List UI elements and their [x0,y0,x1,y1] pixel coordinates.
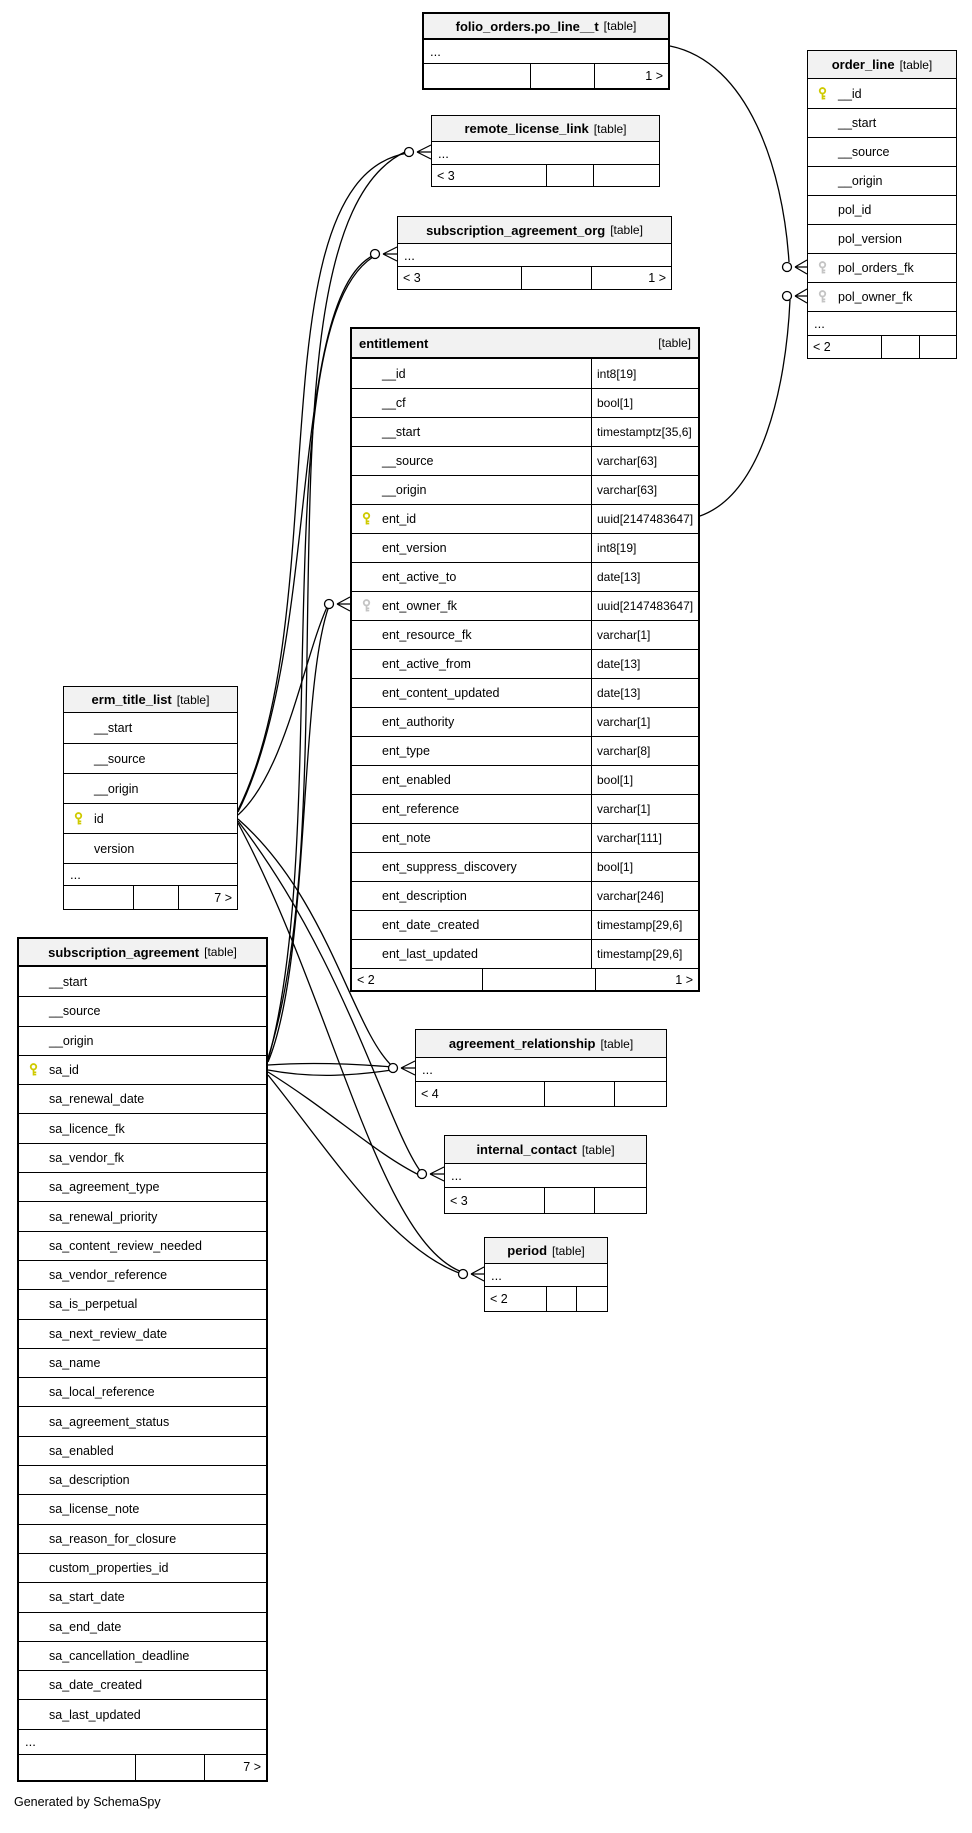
column-name: ent_date_created [382,918,480,932]
column-name: sa_renewal_priority [49,1209,158,1224]
column-name: pol_version [838,232,902,246]
table-subscription-agreement [17,937,268,1782]
table-header-period[interactable] [485,1238,607,1264]
column-name: sa_next_review_date [49,1326,168,1341]
column-row-sa_last_updated [19,1699,266,1728]
table-degree-footer [352,968,698,990]
column-type: varchar[63] [591,476,698,504]
column-type: varchar[63] [591,447,698,475]
column-row-__origin [352,475,698,504]
column-name: version [94,841,135,856]
column-row-sa_enabled [19,1436,266,1465]
column-row-version [64,833,237,863]
table-tag: [table] [176,692,210,707]
table-degree-footer [424,63,668,88]
column-row-ent_version [352,533,698,562]
table-tag: [table] [204,945,237,959]
column-name: ent_owner_fk [382,599,458,613]
table-header-subscription-agreement-org[interactable] [398,217,671,244]
table-header-order-line[interactable] [808,51,956,79]
column-name: pol_owner_fk [838,290,913,304]
degree-parents [614,1082,666,1106]
column-row-__start [352,417,698,446]
column-row-sa_description [19,1465,266,1494]
column-row-sa_date_created [19,1670,266,1699]
table-header-agreement-relationship[interactable] [416,1030,666,1058]
relationship-edge [700,300,790,516]
primary-key-icon [361,512,372,527]
column-name: sa_agreement_type [49,1180,160,1195]
column-name: __start [94,721,133,735]
column-row-sa_end_date [19,1612,266,1641]
column-type: varchar[111] [591,824,698,852]
column-name: sa_last_updated [49,1707,141,1722]
column-name: __start [49,974,88,989]
column-row-pol_id [808,195,956,224]
column-row-pol_version [808,224,956,253]
collapsed-columns-ellipsis: ... [19,1729,266,1754]
table-internal-contact [444,1135,647,1214]
table-header-folio-orders-po-line-t[interactable] [424,14,668,40]
table-degree-footer [19,1754,266,1780]
column-row-__start [64,713,237,743]
table-folio-orders-po-line-t [422,12,670,90]
degree-parents [919,336,956,358]
degree-parents [594,1188,646,1213]
column-row-sa_vendor_fk [19,1143,266,1172]
column-row-sa_renewal_priority [19,1201,266,1230]
column-name: ent_active_to [382,570,457,584]
column-name: ent_note [382,831,431,845]
collapsed-columns-ellipsis: ... [438,145,449,161]
column-name: ent_authority [382,715,455,729]
column-row-ent_type [352,736,698,765]
column-name: __origin [838,174,883,188]
degree-children [424,64,530,88]
crowfoot-connector [459,1267,485,1281]
degree-middle [133,886,178,909]
table-title: internal_contact [476,1142,577,1157]
degree-parents: 1 > [594,64,668,88]
column-name: sa_is_perpetual [49,1297,138,1312]
table-tag: [table] [600,1036,634,1051]
column-name: sa_date_created [49,1678,143,1693]
crowfoot-connector [325,597,351,611]
column-name: __id [382,366,406,381]
column-type: bool[1] [591,389,698,417]
column-row-sa_vendor_reference [19,1260,266,1289]
column-row-__source [19,996,266,1025]
collapsed-columns-ellipsis: ... [451,1168,462,1183]
column-name: __origin [94,781,139,796]
column-row-ent_owner_fk [352,591,698,620]
table-period [484,1237,608,1312]
column-name: ent_suppress_discovery [382,860,517,874]
column-row-__source [352,446,698,475]
degree-children: < 2 [357,972,375,987]
table-tag: [table] [593,121,627,136]
column-type: varchar[1] [591,795,698,823]
column-name: id [94,811,104,826]
foreign-key-icon [361,599,372,614]
column-name: sa_name [49,1356,101,1370]
column-row-sa_name [19,1348,266,1377]
relationship-edge [268,1064,392,1067]
table-remote-license-link [431,115,660,187]
column-row-sa_local_reference [19,1377,266,1406]
column-row-__source [808,137,956,166]
column-row-ent_resource_fk [352,620,698,649]
degree-children [64,886,133,909]
column-row-__start [19,967,266,996]
column-name: sa_local_reference [49,1385,155,1400]
column-name: sa_end_date [49,1619,122,1634]
column-name: sa_id [49,1063,79,1078]
table-tag: [table] [610,223,643,237]
primary-key-icon [817,86,828,101]
table-degree-footer [808,335,956,358]
column-name: sa_reason_for_closure [49,1531,177,1546]
column-type: date[13] [591,650,698,678]
degree-parents: 7 > [178,886,237,909]
relationship-edge [670,46,789,262]
column-type: uuid[2147483647] [591,592,698,620]
column-row-__start [808,108,956,137]
column-name: sa_cancellation_deadline [49,1648,190,1663]
column-type: bool[1] [591,766,698,794]
column-type: varchar[246] [591,882,698,910]
degree-middle [881,336,919,358]
degree-children: < 4 [421,1087,439,1101]
column-name: sa_renewal_date [49,1092,145,1107]
column-type: timestamp[29,6] [591,940,698,968]
degree-middle [482,969,595,990]
foreign-key-icon [817,290,828,305]
column-row-ent_date_created [352,910,698,939]
column-name: ent_reference [382,802,460,816]
column-name: ent_type [382,744,430,758]
table-degree-footer [416,1081,666,1106]
column-row-ent_content_updated [352,678,698,707]
degree-middle [544,1082,614,1106]
column-type: uuid[2147483647] [591,505,698,533]
column-row-pol_owner_fk [808,282,956,311]
collapsed-columns-ellipsis: ... [404,247,415,263]
degree-middle [530,64,594,88]
foreign-key-icon [817,261,828,276]
column-type: varchar[8] [591,737,698,765]
column-name: ent_last_updated [382,947,478,961]
degree-children [19,1755,135,1780]
generated-by-note: Generated by SchemaSpy [14,1795,161,1809]
column-row-ent_suppress_discovery [352,852,698,881]
degree-parents: 1 > [591,267,671,289]
column-row-sa_next_review_date [19,1319,266,1348]
column-name: sa_content_review_needed [49,1238,202,1253]
table-degree-footer [485,1286,607,1311]
collapsed-columns-ellipsis: ... [422,1062,433,1077]
table-title: entitlement [359,335,429,351]
column-name: ent_content_updated [382,686,500,700]
degree-middle [546,1287,576,1311]
column-row-__id [808,79,956,108]
column-type: varchar[1] [591,708,698,736]
collapsed-columns-ellipsis: ... [808,311,956,335]
degree-children: < 2 [813,340,831,354]
degree-parents [593,165,659,186]
column-name: ent_version [382,541,447,555]
degree-children: < 3 [403,271,421,285]
collapsed-columns-ellipsis: ... [491,1267,502,1283]
degree-children: < 3 [450,1193,468,1208]
collapsed-columns-ellipsis: ... [430,44,441,59]
column-row-sa_agreement_status [19,1406,266,1435]
table-entitlement [350,327,700,992]
column-name: sa_description [49,1473,130,1488]
column-row-ent_active_to [352,562,698,591]
column-type: timestamp[29,6] [591,911,698,939]
column-type: date[13] [591,563,698,591]
column-row-sa_license_note [19,1494,266,1523]
table-agreement-relationship [415,1029,667,1107]
column-row-ent_active_from [352,649,698,678]
column-row-__source [64,743,237,773]
column-type: bool[1] [591,853,698,881]
table-title: period [507,1243,548,1258]
column-name: sa_enabled [49,1443,114,1458]
degree-parents: 1 > [595,969,698,990]
column-type: int8[19] [591,534,698,562]
column-row-ent_note [352,823,698,852]
crowfoot-connector [783,289,808,303]
column-row-ent_reference [352,794,698,823]
column-name: __start [838,116,877,130]
column-name: sa_agreement_status [49,1414,170,1429]
degree-parents: 7 > [204,1755,266,1780]
column-row-sa_content_review_needed [19,1231,266,1260]
table-header-entitlement[interactable] [352,329,698,359]
primary-key-icon [28,1063,39,1078]
table-degree-footer [64,885,237,909]
table-degree-footer [432,164,659,186]
crowfoot-connector [405,145,432,159]
column-name: __origin [382,483,427,497]
table-header-erm-title-list[interactable] [64,687,237,713]
column-name: __source [382,454,434,468]
crowfoot-connector [371,247,398,261]
column-row-ent_authority [352,707,698,736]
degree-children: < 3 [437,168,455,183]
column-name: custom_properties_id [49,1561,169,1576]
column-name: __source [94,751,146,766]
degree-middle [546,165,593,186]
table-tag: [table] [603,19,637,33]
column-name: __id [838,86,862,101]
table-header-subscription-agreement[interactable] [19,939,266,967]
table-header-internal-contact[interactable] [445,1136,646,1164]
table-subscription-agreement-org [397,216,672,290]
column-name: __start [382,425,421,439]
table-title: order_line [831,57,895,72]
column-row-__id [352,359,698,388]
column-row-sa_reason_for_closure [19,1524,266,1553]
column-name: __origin [49,1033,94,1048]
column-name: ent_active_from [382,657,471,671]
column-row-sa_agreement_type [19,1172,266,1201]
column-row-sa_licence_fk [19,1113,266,1142]
column-row-__cf [352,388,698,417]
column-type: date[13] [591,679,698,707]
column-row-pol_orders_fk [808,253,956,282]
table-degree-footer [445,1187,646,1213]
crowfoot-connector [389,1061,416,1075]
column-row-ent_last_updated [352,939,698,968]
column-row-ent_description [352,881,698,910]
column-type: int8[19] [591,359,698,388]
table-title: folio_orders.po_line__t [455,18,599,34]
table-header-remote-license-link[interactable] [432,116,659,142]
degree-children: < 2 [490,1292,508,1306]
column-row-__origin [19,1026,266,1055]
table-title: agreement_relationship [448,1036,596,1051]
table-order-line [807,50,957,359]
relationship-edge [268,606,329,1062]
primary-key-icon [73,811,84,826]
column-row-sa_start_date [19,1582,266,1611]
crowfoot-connector [783,260,808,274]
table-tag: [table] [899,57,933,72]
column-name: sa_license_note [49,1502,140,1517]
table-title: remote_license_link [464,121,589,136]
column-name: ent_enabled [382,773,451,787]
table-erm-title-list [63,686,238,910]
column-name: ent_id [382,512,417,526]
degree-middle [135,1755,204,1780]
column-name: sa_licence_fk [49,1121,125,1136]
column-row-__origin [808,166,956,195]
table-tag: [table] [552,1243,585,1258]
column-name: __cf [382,396,406,410]
column-row-custom_properties_id [19,1553,266,1582]
crowfoot-connector [418,1167,445,1181]
relationship-edge [268,1072,421,1176]
column-row-id [64,803,237,833]
column-row-__origin [64,773,237,803]
column-type: timestamptz[35,6] [591,418,698,446]
column-row-sa_id [19,1055,266,1084]
column-name: ent_resource_fk [382,628,472,642]
column-row-ent_enabled [352,765,698,794]
collapsed-columns-ellipsis: ... [64,863,237,885]
column-name: sa_vendor_reference [49,1268,168,1283]
column-name: sa_start_date [49,1590,125,1605]
column-type: varchar[1] [591,621,698,649]
column-row-ent_id [352,504,698,533]
degree-parents [576,1287,607,1311]
degree-middle [544,1188,594,1213]
table-tag: [table] [658,336,691,350]
table-degree-footer [398,266,671,289]
column-name: __source [838,145,890,159]
table-title: subscription_agreement [48,944,200,960]
column-row-sa_renewal_date [19,1084,266,1113]
table-title: erm_title_list [91,692,172,707]
degree-middle [521,267,591,289]
table-tag: [table] [581,1142,615,1157]
column-name: ent_description [382,889,467,903]
column-name: pol_orders_fk [838,261,914,275]
column-row-sa_is_perpetual [19,1289,266,1318]
column-name: __source [49,1004,101,1019]
table-title: subscription_agreement_org [426,222,606,238]
column-name: pol_id [838,203,872,217]
column-row-sa_cancellation_deadline [19,1641,266,1670]
column-name: sa_vendor_fk [49,1150,125,1165]
